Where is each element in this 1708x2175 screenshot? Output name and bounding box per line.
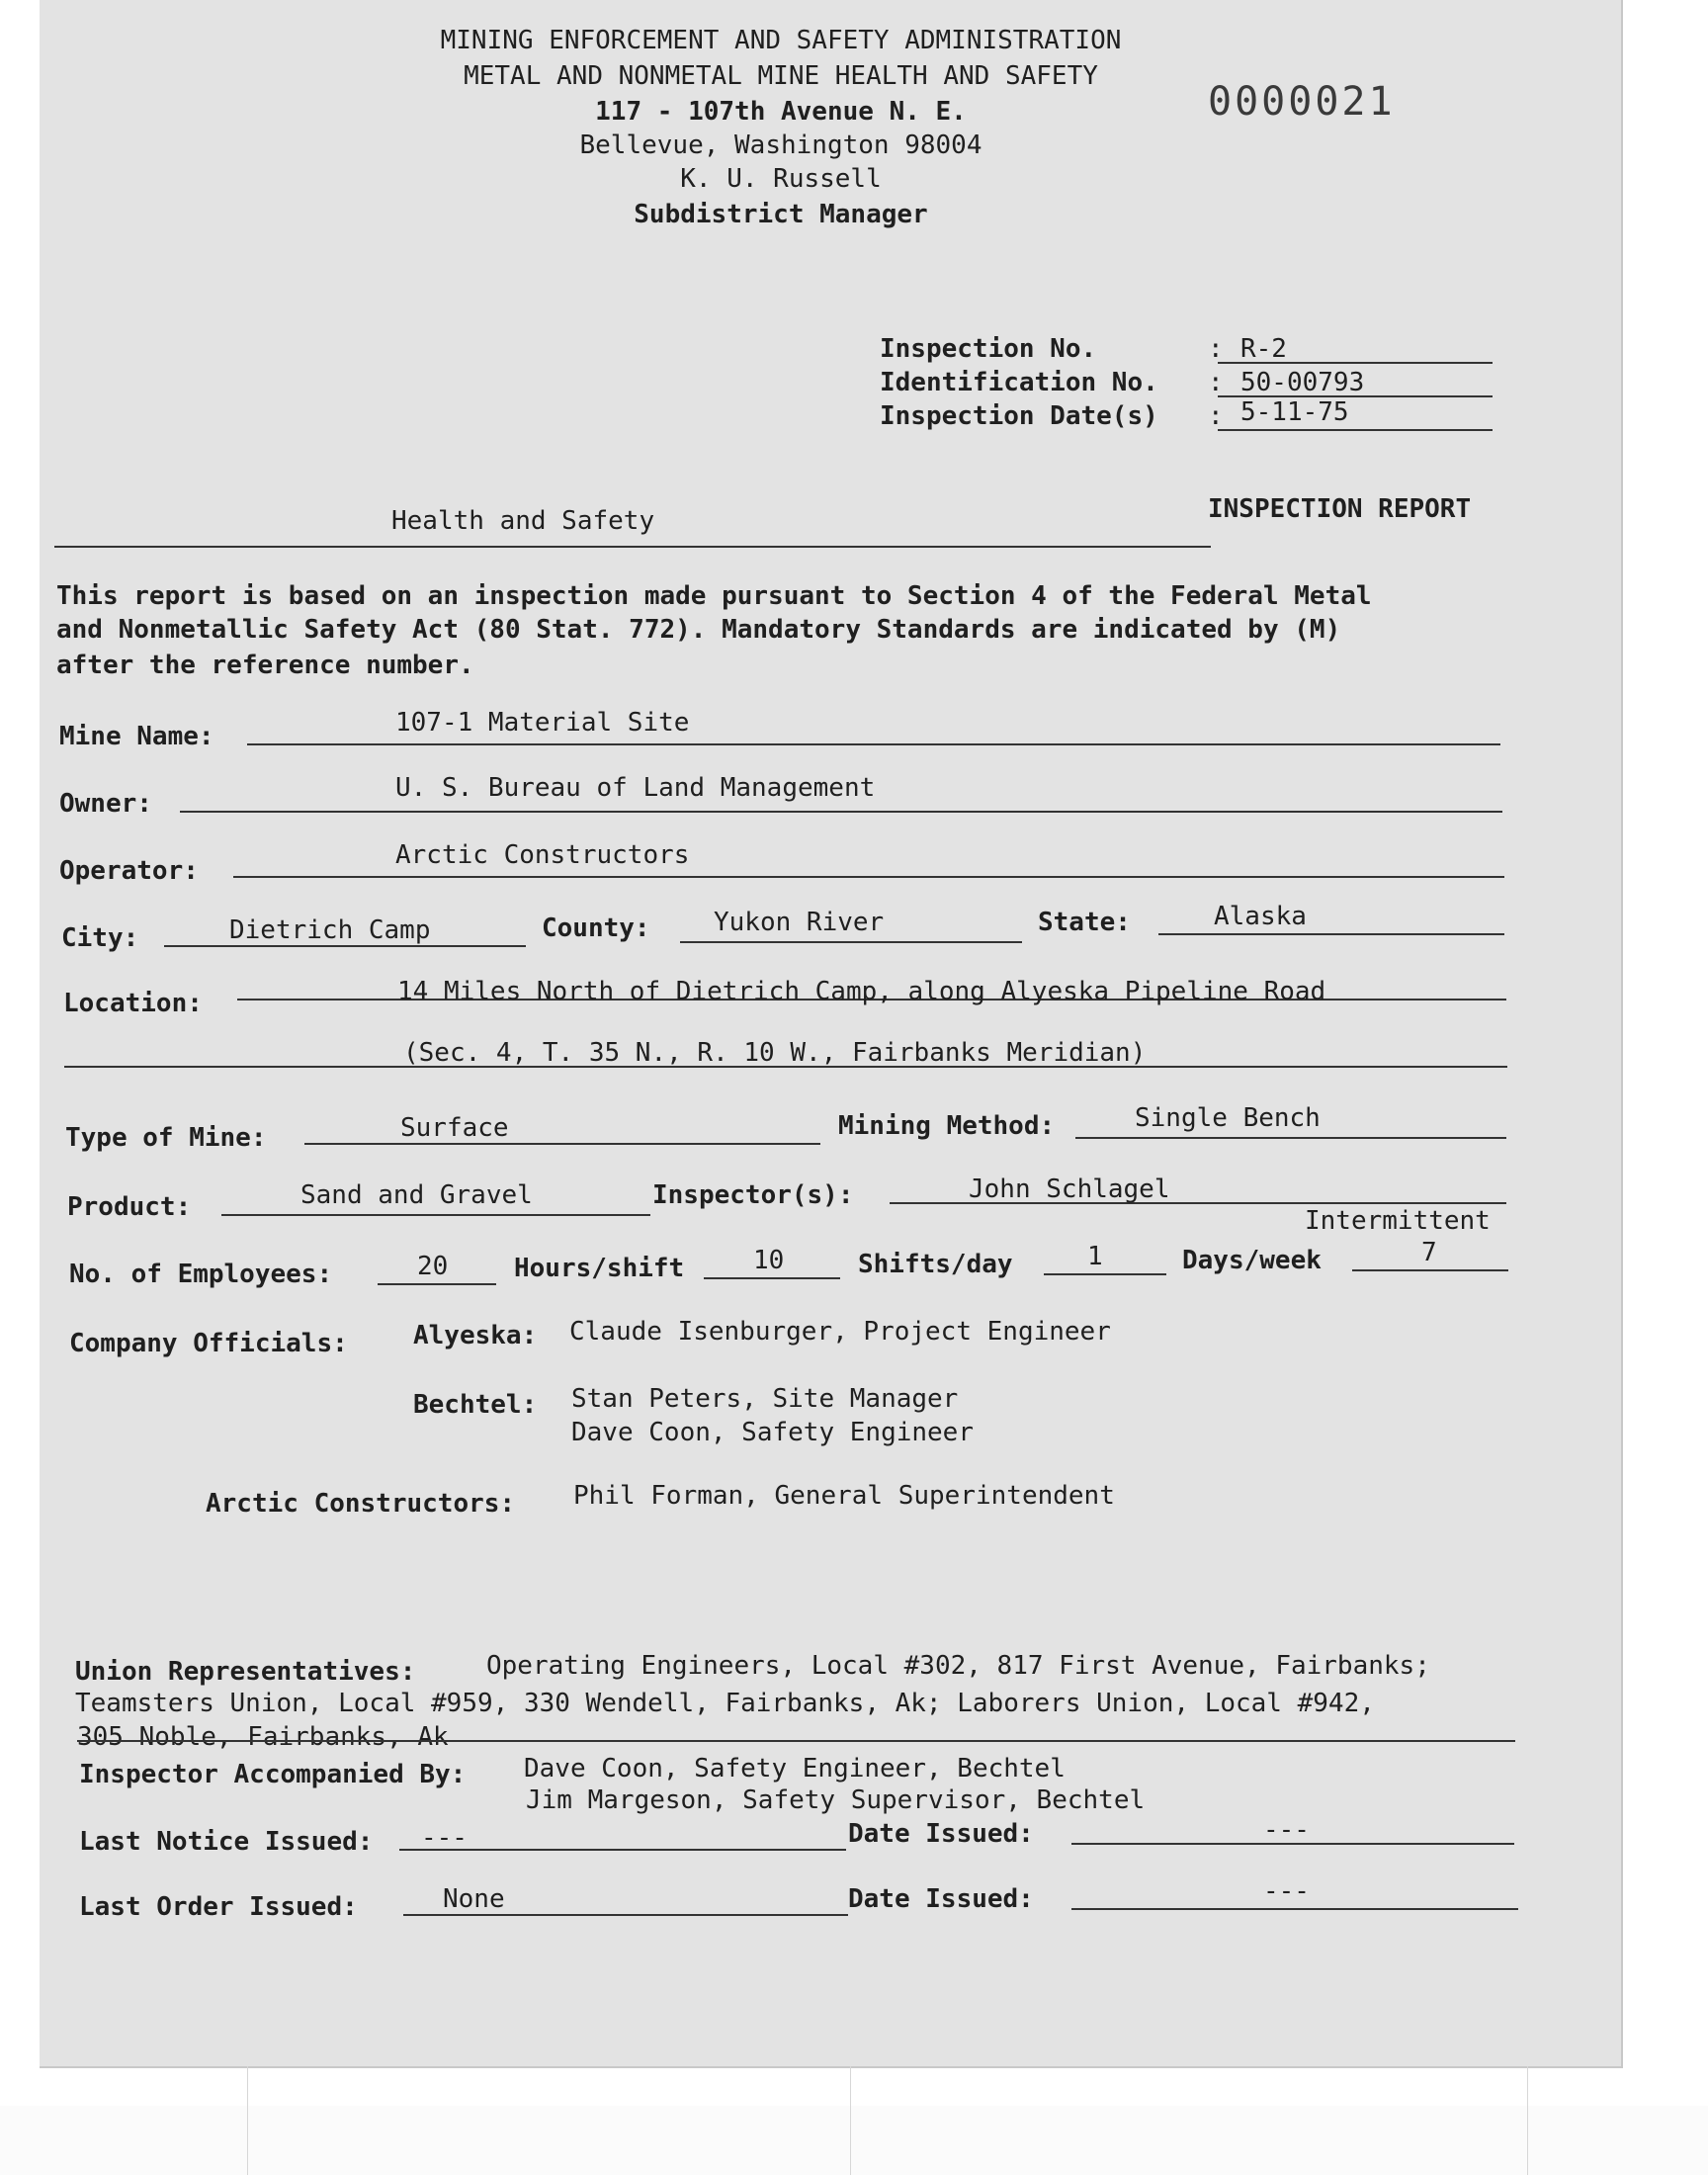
- mine-name-label: Mine Name:: [59, 722, 214, 751]
- last-order-label: Last Order Issued:: [79, 1892, 358, 1922]
- arctic-label: Arctic Constructors:: [206, 1489, 516, 1519]
- shifts-line: [1044, 1273, 1166, 1275]
- operator-line: [233, 876, 1504, 878]
- divider: [1527, 2066, 1528, 2175]
- notice-date-label: Date Issued:: [848, 1819, 1034, 1849]
- location-label: Location:: [63, 989, 203, 1018]
- city-value: Dietrich Camp: [229, 915, 431, 945]
- colon: :: [1208, 334, 1224, 364]
- state-value: Alaska: [1214, 902, 1307, 931]
- union-line-3: 305 Noble, Fairbanks, Ak: [77, 1722, 449, 1752]
- alyeska-label: Alyeska:: [413, 1321, 538, 1350]
- accompanied-label: Inspector Accompanied By:: [79, 1760, 467, 1789]
- arctic-value: Phil Forman, General Superintendent: [573, 1481, 1115, 1511]
- address-city: Bellevue, Washington 98004: [579, 130, 982, 160]
- order-date-line: [1071, 1908, 1518, 1910]
- mining-method-label: Mining Method:: [838, 1111, 1056, 1141]
- owner-label: Owner:: [59, 789, 152, 819]
- identification-no-label: Identification No.: [880, 368, 1158, 397]
- days-line: [1352, 1269, 1508, 1271]
- inspector-label: Inspector(s):: [652, 1180, 854, 1210]
- manager-title: Subdistrict Manager: [634, 200, 928, 229]
- inspection-dates-value: 5-11-75: [1240, 397, 1349, 427]
- operator-label: Operator:: [59, 856, 199, 886]
- product-value: Sand and Gravel: [300, 1180, 533, 1210]
- location-value-2: (Sec. 4, T. 35 N., R. 10 W., Fairbanks Meridian): [403, 1038, 1147, 1068]
- mine-name-line: [247, 743, 1500, 745]
- employees-label: No. of Employees:: [69, 1260, 333, 1289]
- bechtel-value-1: Stan Peters, Site Manager: [571, 1384, 959, 1414]
- last-order-value: None: [443, 1884, 505, 1914]
- city-line: [164, 945, 526, 947]
- intro-line-1: This report is based on an inspection made pursuant to Section 4 of the Federal Metal: [56, 581, 1372, 611]
- employees-line: [378, 1283, 496, 1285]
- bechtel-label: Bechtel:: [413, 1390, 538, 1420]
- mining-method-value: Single Bench: [1135, 1103, 1321, 1133]
- owner-line: [180, 811, 1502, 813]
- report-type: Health and Safety: [391, 506, 655, 536]
- type-of-mine-line: [304, 1143, 820, 1145]
- divider: [247, 2066, 248, 2175]
- type-of-mine-label: Type of Mine:: [65, 1123, 267, 1153]
- owner-value: U. S. Bureau of Land Management: [395, 773, 876, 803]
- operator-value: Arctic Constructors: [395, 840, 690, 870]
- union-line-1: Operating Engineers, Local #302, 817 First Avenue, Fairbanks;: [486, 1651, 1430, 1681]
- document-number-stamp: 0000021: [1208, 79, 1396, 125]
- county-label: County:: [542, 914, 650, 943]
- last-notice-label: Last Notice Issued:: [79, 1827, 374, 1857]
- type-of-mine-value: Surface: [400, 1113, 509, 1143]
- accompanied-value-2: Jim Margeson, Safety Supervisor, Bechtel: [526, 1785, 1146, 1815]
- days-value: 7: [1421, 1238, 1437, 1267]
- hours-line: [704, 1277, 840, 1279]
- manager-name: K. U. Russell: [680, 164, 882, 194]
- page-background: [0, 2106, 1708, 2175]
- order-date-label: Date Issued:: [848, 1884, 1034, 1914]
- hours-value: 10: [753, 1246, 785, 1275]
- order-date-value: ---: [1263, 1876, 1310, 1906]
- last-order-line: [403, 1914, 848, 1916]
- address-street: 117 - 107th Avenue N. E.: [595, 97, 967, 127]
- state-line: [1158, 933, 1504, 935]
- county-line: [680, 941, 1022, 943]
- union-line-2: Teamsters Union, Local #959, 330 Wendell, Fairbanks, Ak; Laborers Union, Local #942,: [75, 1689, 1375, 1718]
- employees-value: 20: [417, 1252, 449, 1281]
- divider: [850, 2066, 851, 2175]
- report-type-line: [54, 546, 1211, 548]
- union-label: Union Representatives:: [75, 1657, 416, 1687]
- days-label: Days/week: [1182, 1246, 1322, 1275]
- mine-name-value: 107-1 Material Site: [395, 708, 690, 738]
- hours-label: Hours/shift: [514, 1254, 685, 1283]
- intro-line-3: after the reference number.: [56, 651, 474, 680]
- colon: :: [1208, 401, 1224, 431]
- identification-no-value: 50-00793: [1240, 368, 1365, 397]
- product-label: Product:: [67, 1192, 192, 1222]
- city-label: City:: [61, 923, 139, 953]
- accompanied-value-1: Dave Coon, Safety Engineer, Bechtel: [524, 1754, 1066, 1784]
- last-notice-value: ---: [421, 1823, 468, 1853]
- days-note: Intermittent: [1305, 1206, 1491, 1236]
- product-line: [221, 1214, 650, 1216]
- alyeska-value: Claude Isenburger, Project Engineer: [569, 1317, 1111, 1347]
- inspection-dates-label: Inspection Date(s): [880, 401, 1158, 431]
- notice-date-value: ---: [1263, 1815, 1310, 1845]
- division-name: METAL AND NONMETAL MINE HEALTH AND SAFETY: [464, 61, 1098, 91]
- inspection-dates-line: [1218, 429, 1493, 431]
- colon: :: [1208, 368, 1224, 397]
- inspection-no-label: Inspection No.: [880, 334, 1097, 364]
- report-title: INSPECTION REPORT: [1208, 494, 1472, 524]
- inspector-value: John Schlagel: [969, 1174, 1170, 1204]
- county-value: Yukon River: [714, 908, 885, 937]
- mining-method-line: [1075, 1137, 1506, 1139]
- shifts-label: Shifts/day: [858, 1250, 1013, 1279]
- inspection-no-value: R-2: [1240, 334, 1287, 364]
- union-line: [77, 1740, 1515, 1742]
- intro-line-2: and Nonmetallic Safety Act (80 Stat. 772). Mandatory Standards are indicated by (M): [56, 615, 1341, 645]
- company-officials-label: Company Officials:: [69, 1329, 348, 1358]
- bechtel-value-2: Dave Coon, Safety Engineer: [571, 1418, 974, 1447]
- agency-name: MINING ENFORCEMENT AND SAFETY ADMINISTRATION: [440, 26, 1122, 55]
- state-label: State:: [1038, 908, 1131, 937]
- shifts-value: 1: [1087, 1242, 1103, 1271]
- location-value-1: 14 Miles North of Dietrich Camp, along Alyeska Pipeline Road: [397, 977, 1326, 1006]
